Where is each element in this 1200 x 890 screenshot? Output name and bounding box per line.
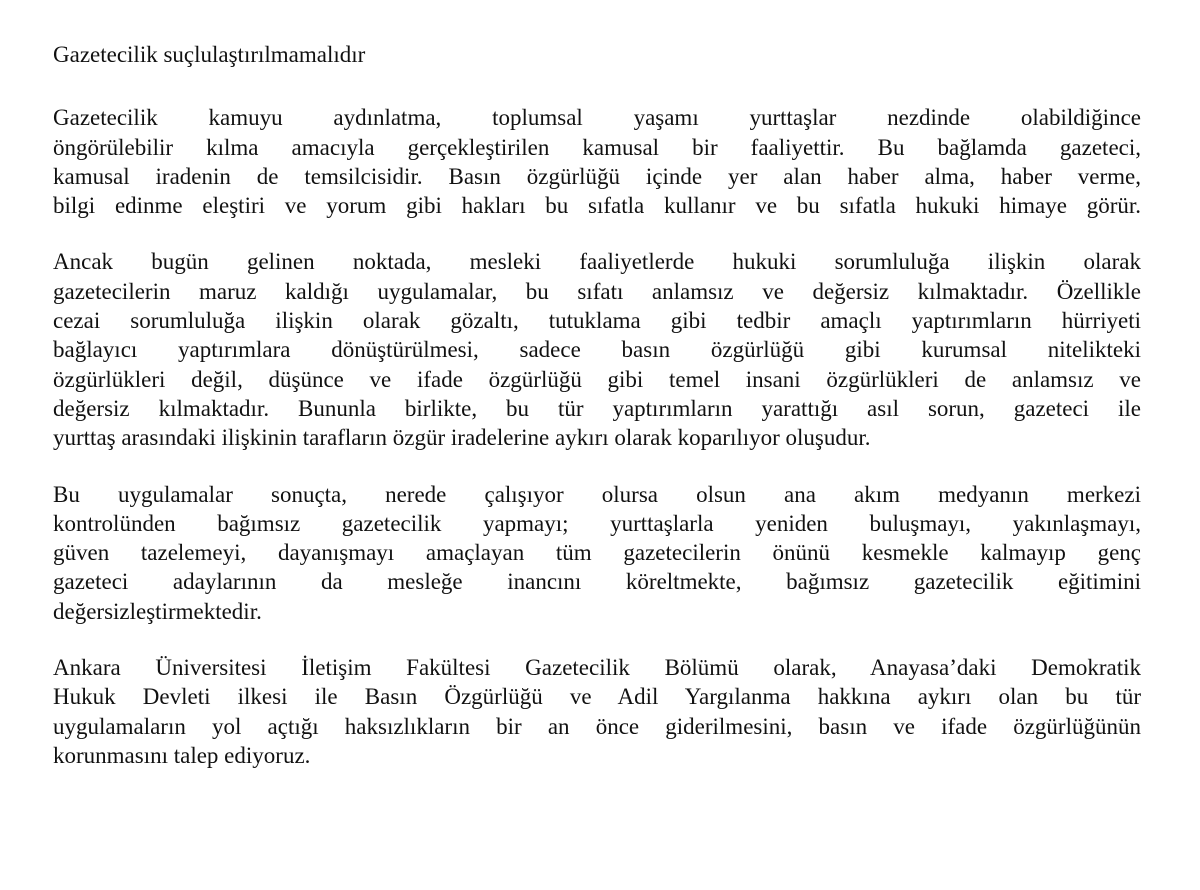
- paragraph-2: [53, 247, 1141, 452]
- text-line: güven tazelemeyi, dayanışmayı amaçlayan tüm gazetecilerin önünü kesmekle kalmayıp genç: [53, 540, 1141, 566]
- text-line: Ankara Üniversitesi İletişim Fakültesi Gazetecilik Bölümü olarak, Anayasa’daki Demokratik: [53, 655, 1141, 681]
- text-line: Hukuk Devleti ilkesi ile Basın Özgürlüğü ve Adil Yargılanma hakkına aykırı olan bu tür: [53, 684, 1141, 710]
- text-line: değersiz kılmaktadır. Bununla birlikte, bu tür yaptırımların yarattığı asıl sorun, gazeteci ile: [53, 395, 1141, 421]
- text-line: öngörülebilir kılma amacıyla gerçekleştirilen kamusal bir faaliyettir. Bu bağlamda gazeteci,: [53, 134, 1141, 160]
- paragraph-4: [53, 653, 1141, 770]
- text-line: bilgi edinme eleştiri ve yorum gibi hakları bu sıfatla kullanır ve bu sıfatla hukuki himaye görür.: [53, 193, 1141, 219]
- text-line: kamusal iradenin de temsilcisidir. Basın özgürlüğü içinde yer alan haber alma, haber verme,: [53, 163, 1141, 189]
- text-line: uygulamaların yol açtığı haksızlıkların bir an önce giderilmesini, basın ve ifade özgürlüğünün: [53, 713, 1141, 739]
- document-page: [53, 40, 1141, 797]
- text-line: Gazetecilik kamuyu aydınlatma, toplumsal yaşamı yurttaşlar nezdinde olabildiğince: [53, 105, 1141, 131]
- text-line: gazetecilerin maruz kaldığı uygulamalar, bu sıfatı anlamsız ve değersiz kılmaktadır. Özellikle: [53, 278, 1141, 304]
- text-line: özgürlükleri değil, düşünce ve ifade özgürlüğü gibi temel insani özgürlükleri de anlamsız ve: [53, 366, 1141, 392]
- text-line: yurttaş arasındaki ilişkinin tarafların özgür iradelerine aykırı olarak koparılıyor oluşudur.: [53, 425, 871, 451]
- text-line: bağlayıcı yaptırımlara dönüştürülmesi, sadece basın özgürlüğü gibi kurumsal nitelikteki: [53, 337, 1141, 363]
- text-line: korunmasını talep ediyoruz.: [53, 742, 311, 768]
- text-line: değersizleştirmektedir.: [53, 598, 262, 624]
- paragraph-3: [53, 480, 1141, 626]
- text-line: Bu uygulamalar sonuçta, nerede çalışıyor olursa olsun ana akım medyanın merkezi: [53, 481, 1141, 507]
- paragraph-1: [53, 103, 1141, 220]
- text-line: kontrolünden bağımsız gazetecilik yapmayı; yurttaşlarla yeniden buluşmayı, yakınlaşmayı,: [53, 510, 1141, 536]
- text-line: gazeteci adaylarının da mesleğe inancını köreltmekte, bağımsız gazetecilik eğitimini: [53, 569, 1141, 595]
- document-title: Gazetecilik suçlulaştırılmamalıdır: [53, 42, 366, 67]
- text-line: Ancak bugün gelinen noktada, mesleki faaliyetlerde hukuki sorumluluğa ilişkin olarak: [53, 249, 1141, 275]
- text-line: cezai sorumluluğa ilişkin olarak gözaltı, tutuklama gibi tedbir amaçlı yaptırımların hürriyeti: [53, 308, 1141, 334]
